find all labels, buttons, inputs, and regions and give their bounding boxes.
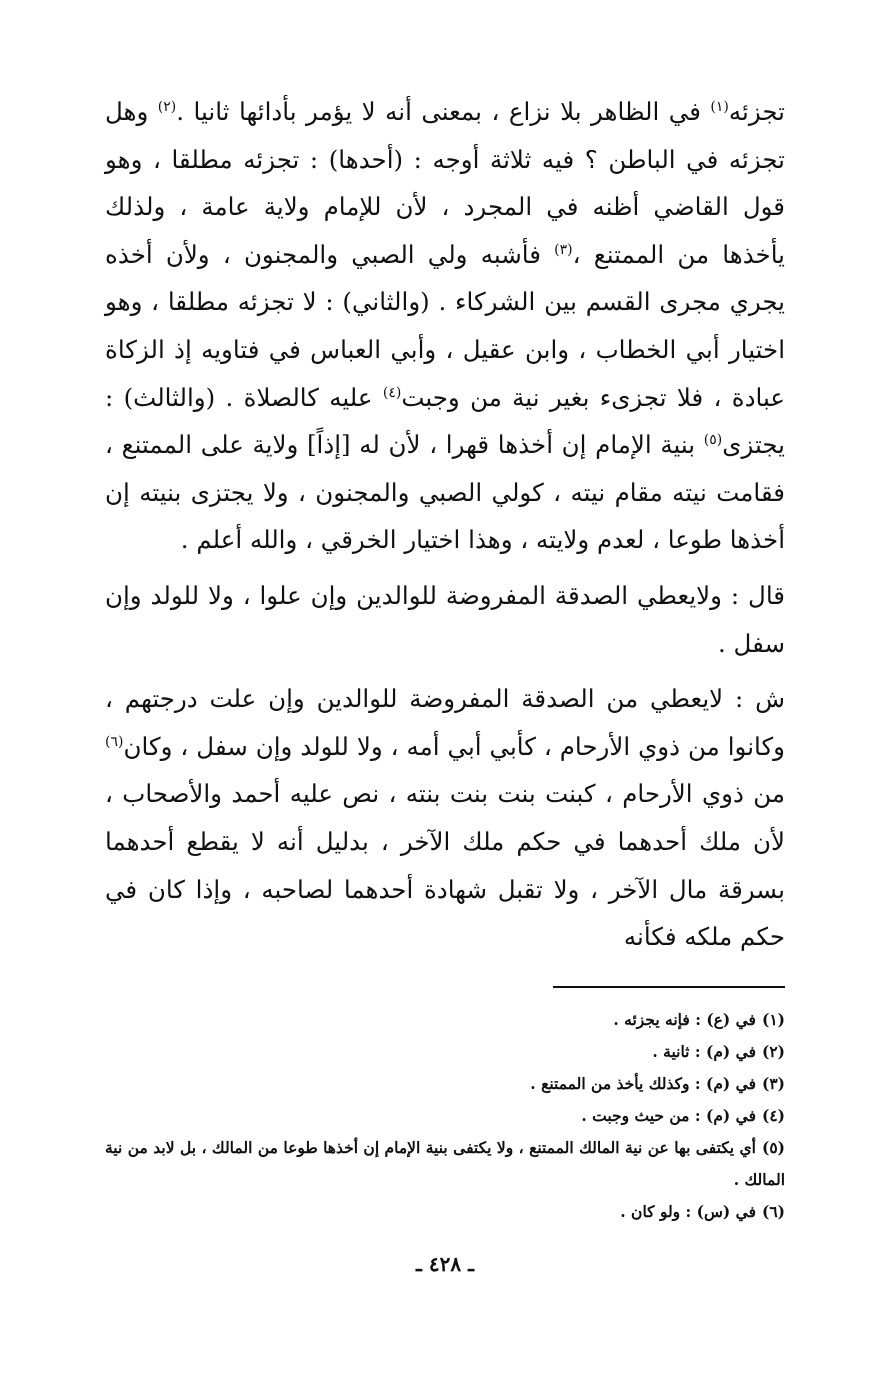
footnote-1 bbox=[105, 1004, 785, 1036]
footnote-text: في (م) : من حيث وجبت . bbox=[581, 1106, 756, 1125]
footnotes-list bbox=[105, 1004, 785, 1228]
paragraph-1-text-5: عليه كالصلاة . (والثالث) : يجتزى bbox=[105, 382, 785, 460]
paragraph-1-text-2: في الظاهر بلا نزاع ، بمعنى أنه لا يؤمر بأدائها ثانيا . bbox=[176, 97, 711, 126]
page-number: ـ ٤٢٨ ـ bbox=[416, 1252, 474, 1276]
footnote-ref-5: (٥) bbox=[703, 432, 723, 448]
footnote-number: (٣) bbox=[761, 1074, 785, 1093]
body-paragraph-3 bbox=[105, 675, 785, 961]
footnote-5 bbox=[105, 1132, 785, 1196]
footnote-ref-3: (٣) bbox=[554, 241, 573, 258]
body-paragraph-1 bbox=[105, 88, 785, 564]
footnote-text: في (م) : وكذلك يأخذ من الممتنع . bbox=[530, 1074, 756, 1093]
footnote-ref-4: (٤) bbox=[382, 384, 402, 401]
paragraph-1-text-3: وهل تجزئه في الباطن ؟ فيه ثلاثة أوجه : (أحدها) : تجزئه مطلقا ، وهو قول القاضي أظنه في المجرد ، لأن للإمام ولاية عامة ، ولذلك يأخذها من الممتنع ، bbox=[105, 97, 785, 269]
footnote-ref-2: (٢) bbox=[157, 98, 177, 115]
footnote-2 bbox=[105, 1036, 785, 1068]
book-page bbox=[105, 88, 785, 1378]
paragraph-1-text-6: بنية الإمام إن أخذها قهرا ، لأن له [إذاً] ولاية على الممتنع ، فقامت نيته مقام نيته ، كولي الصبي والمجنون ، ولا يجتزى بنيته إن أخذها طوعا ، لعدم ولايته ، وهذا اختيار الخرقي ، والله أعلم . bbox=[105, 430, 785, 555]
paragraph-1-text-4: فأشبه ولي الصبي والمجنون ، ولأن أخذه يجري مجرى القسم بين الشركاء . (والثاني) : لا تجزئه مطلقا ، وهو اختيار أبي الخطاب ، وابن عقيل ، وأبي العباس في فتاويه إذ الزكاة عبادة ، فلا تجزىء بغير نية من وجبت bbox=[105, 239, 786, 412]
footnote-number: (٥) bbox=[761, 1138, 785, 1157]
footnote-number: (٤) bbox=[761, 1106, 785, 1125]
footnote-number: (٢) bbox=[761, 1042, 785, 1061]
paragraph-3-text-2: من ذوي الأرحام ، كبنت بنت بنت بنته ، نص عليه أحمد والأصحاب ، لأن ملك أحدهما في حكم ملك الآخر ، بدليل أنه لا يقطع أحدهما بسرقة مال الآخر ، ولا تقبل شهادة أحدهما لصاحبه ، وإذا كان في حكم ملكه فكأنه bbox=[105, 779, 785, 952]
footnote-ref-1: (١) bbox=[710, 98, 729, 115]
footnote-text: في (م) : ثانية . bbox=[652, 1042, 756, 1061]
footnote-number: (١) bbox=[761, 1010, 785, 1029]
footnote-ref-6: (٦) bbox=[105, 733, 124, 750]
footnote-text: في (ع) : فإنه يجزئه . bbox=[613, 1010, 756, 1029]
footnote-6 bbox=[105, 1196, 785, 1228]
footnote-4 bbox=[105, 1100, 785, 1132]
footnote-number: (٦) bbox=[761, 1202, 785, 1221]
paragraph-3-text-1: ش : لايعطي من الصدقة المفروضة للوالدين وإن علت درجتهم ، وكانوا من ذوي الأرحام ، كأبي أبي أمه ، ولا للولد وإن سفل ، وكان bbox=[105, 684, 785, 761]
footnote-text: في (س) : ولو كان . bbox=[620, 1202, 756, 1221]
footnote-3 bbox=[105, 1068, 785, 1100]
paragraph-1-text-1: تجزئه bbox=[728, 97, 785, 126]
footnote-text: أي يكتفى بها عن نية المالك الممتنع ، ولا يكتفى بنية الإمام إن أخذها طوعا من المالك ، بل لابد من نية المالك . bbox=[105, 1138, 785, 1189]
body-paragraph-2: قال : ولايعطي الصدقة المفروضة للوالدين وإن علوا ، ولا للولد وإن سفل . bbox=[105, 580, 785, 658]
footnote-divider bbox=[553, 986, 785, 988]
